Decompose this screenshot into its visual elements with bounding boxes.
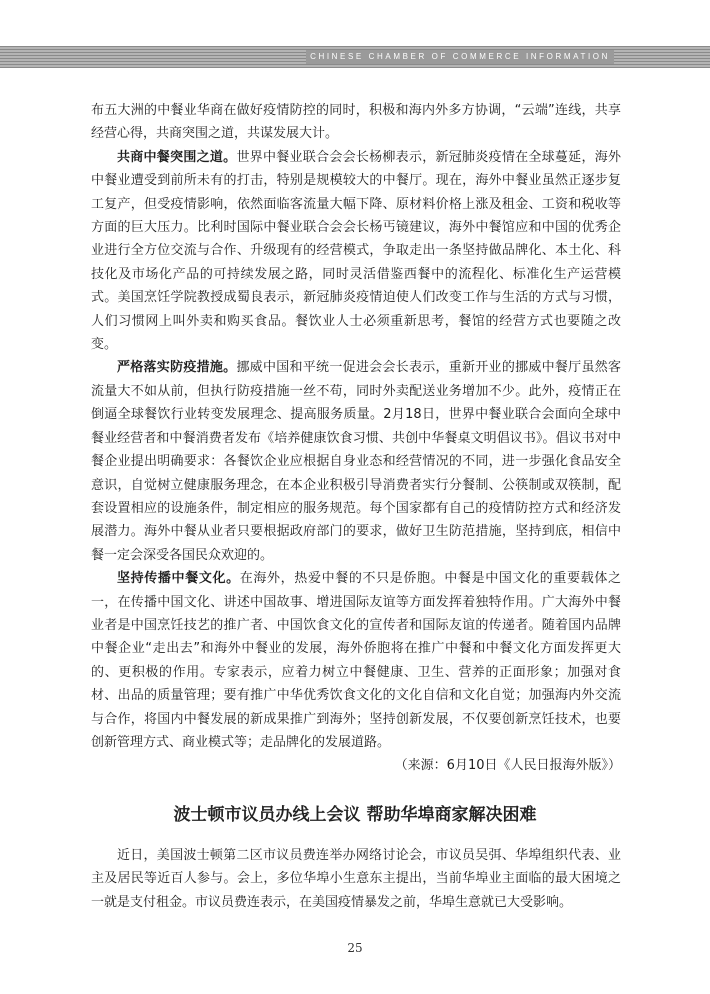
- header-label: CHINESE CHAMBER OF COMMERCE INFORMATION: [306, 50, 614, 64]
- paragraph-text: 在海外，热爱中餐的不只是侨胞。中餐是中国文化的重要载体之一，在传播中国文化、讲述中国故事、增进国际友谊等方面发挥着独特作用。广大海外中餐业者是中国烹饪技艺的推广者、中国饮食文化的宣传者和国际友谊的传递者。随着国内品牌中餐企业“走出去”和海外中餐业的发展，海外侨胞将在推广中餐和中餐文化方面发挥更大的、更积极的作用。专家表示，应着力树立中餐健康、卫生、营养的正面形象；加强对食材、出品的质量管理；要有推广中华优秀饮食文化的文化自信和文化自觉；加强海内外交流与合作，将国内中餐发展的新成果推广到海外；坚持创新发展，不仅要创新烹饪技术，也要创新管理方式、商业模式等；走品牌化的发展道路。: [91, 571, 621, 750]
- paragraph-boston: 近日，美国波士顿第二区市议员费连举办网络讨论会，市议员吴弭、华埠组织代表、业主及居民等近百人参与。会上，多位华埠小生意东主提出，当前华埠业主面临的最大困境之一就是支付租金。市议员费连表示，在美国疫情暴发之前，华埠生意就已大受影响。: [91, 848, 621, 910]
- paragraph-lead: 共商中餐突围之道。: [117, 149, 237, 165]
- article-body: [91, 99, 621, 778]
- section-title: 波士顿市议员办线上会议 帮助华埠商家解决困难: [173, 805, 537, 825]
- paragraph-lead: 坚持传播中餐文化。: [117, 571, 240, 587]
- article2-body: [91, 844, 621, 914]
- paragraph-culture: [91, 567, 621, 774]
- page-number: 25: [347, 941, 363, 955]
- paragraph-lead: 严格落实防疫措施。: [117, 360, 237, 376]
- source-citation: （来源：6月10日《人民日报海外版》）: [394, 758, 621, 774]
- paragraph-breakthrough: [91, 146, 621, 357]
- paragraph-text: 世界中餐业联合会会长杨柳表示，新冠肺炎疫情在全球蔓延，海外中餐业遭受到前所未有的打击，特别是规模较大的中餐厅。现在，海外中餐业虽然正逐步复工复产，但受疫情影响，依然面临客流量大幅下降、原材料价格上涨及租金、工资和税收等方面的巨大压力。比利时国际中餐业联合会会长杨丐镜建议，海外中餐馆应和中国的优秀企业进行全方位交流与合作、升级现有的经营模式，争取走出一条坚持做品牌化、本土化、科技化及市场化产品的可持续发展之路，同时灵活借鉴西餐中的流程化、标准化生产运营模式。美国烹饪学院教授成蜀良表示，新冠肺炎疫情迫使人们改变工作与生活的方式与习惯，人们习惯网上叫外卖和购买食品。餐饮业人士必须重新思考，餐馆的经营方式也要随之改变。: [91, 149, 621, 353]
- paragraph-intro: 布五大洲的中餐业华商在做好疫情防控的同时，积极和海内外多方协调，“云端”连线，共享经营心得，共商突围之道，共谋发展大计。: [91, 103, 621, 142]
- paragraph-text: 挪威中国和平统一促进会会长表示，重新开业的挪威中餐厅虽然客流量大不如从前，但执行防疫措施一丝不苟，同时外卖配送业务增加不少。此外，疫情正在倒逼全球餐饮行业转变发展理念、提高服务质量。2月18日，世界中餐业联合会面向全球中餐业经营者和中餐消费者发布《培养健康饮食习惯、共创中华餐桌文明倡议书》。倡议书对中餐企业提出明确要求：各餐饮企业应根据自身业态和经营情况的不同，进一步强化食品安全意识，自觉树立健康服务理念，在本企业积极引导消费者实行分餐制、公筷制或双筷制，配套设置相应的设施条件，制定相应的服务规范。每个国家都有自己的疫情防控方式和经济发展潜力。海外中餐从业者只要根据政府部门的要求，做好卫生防范措施，坚持到底，相信中餐一定会深受各国民众欢迎的。: [91, 360, 621, 563]
- paragraph-prevention: [91, 356, 621, 567]
